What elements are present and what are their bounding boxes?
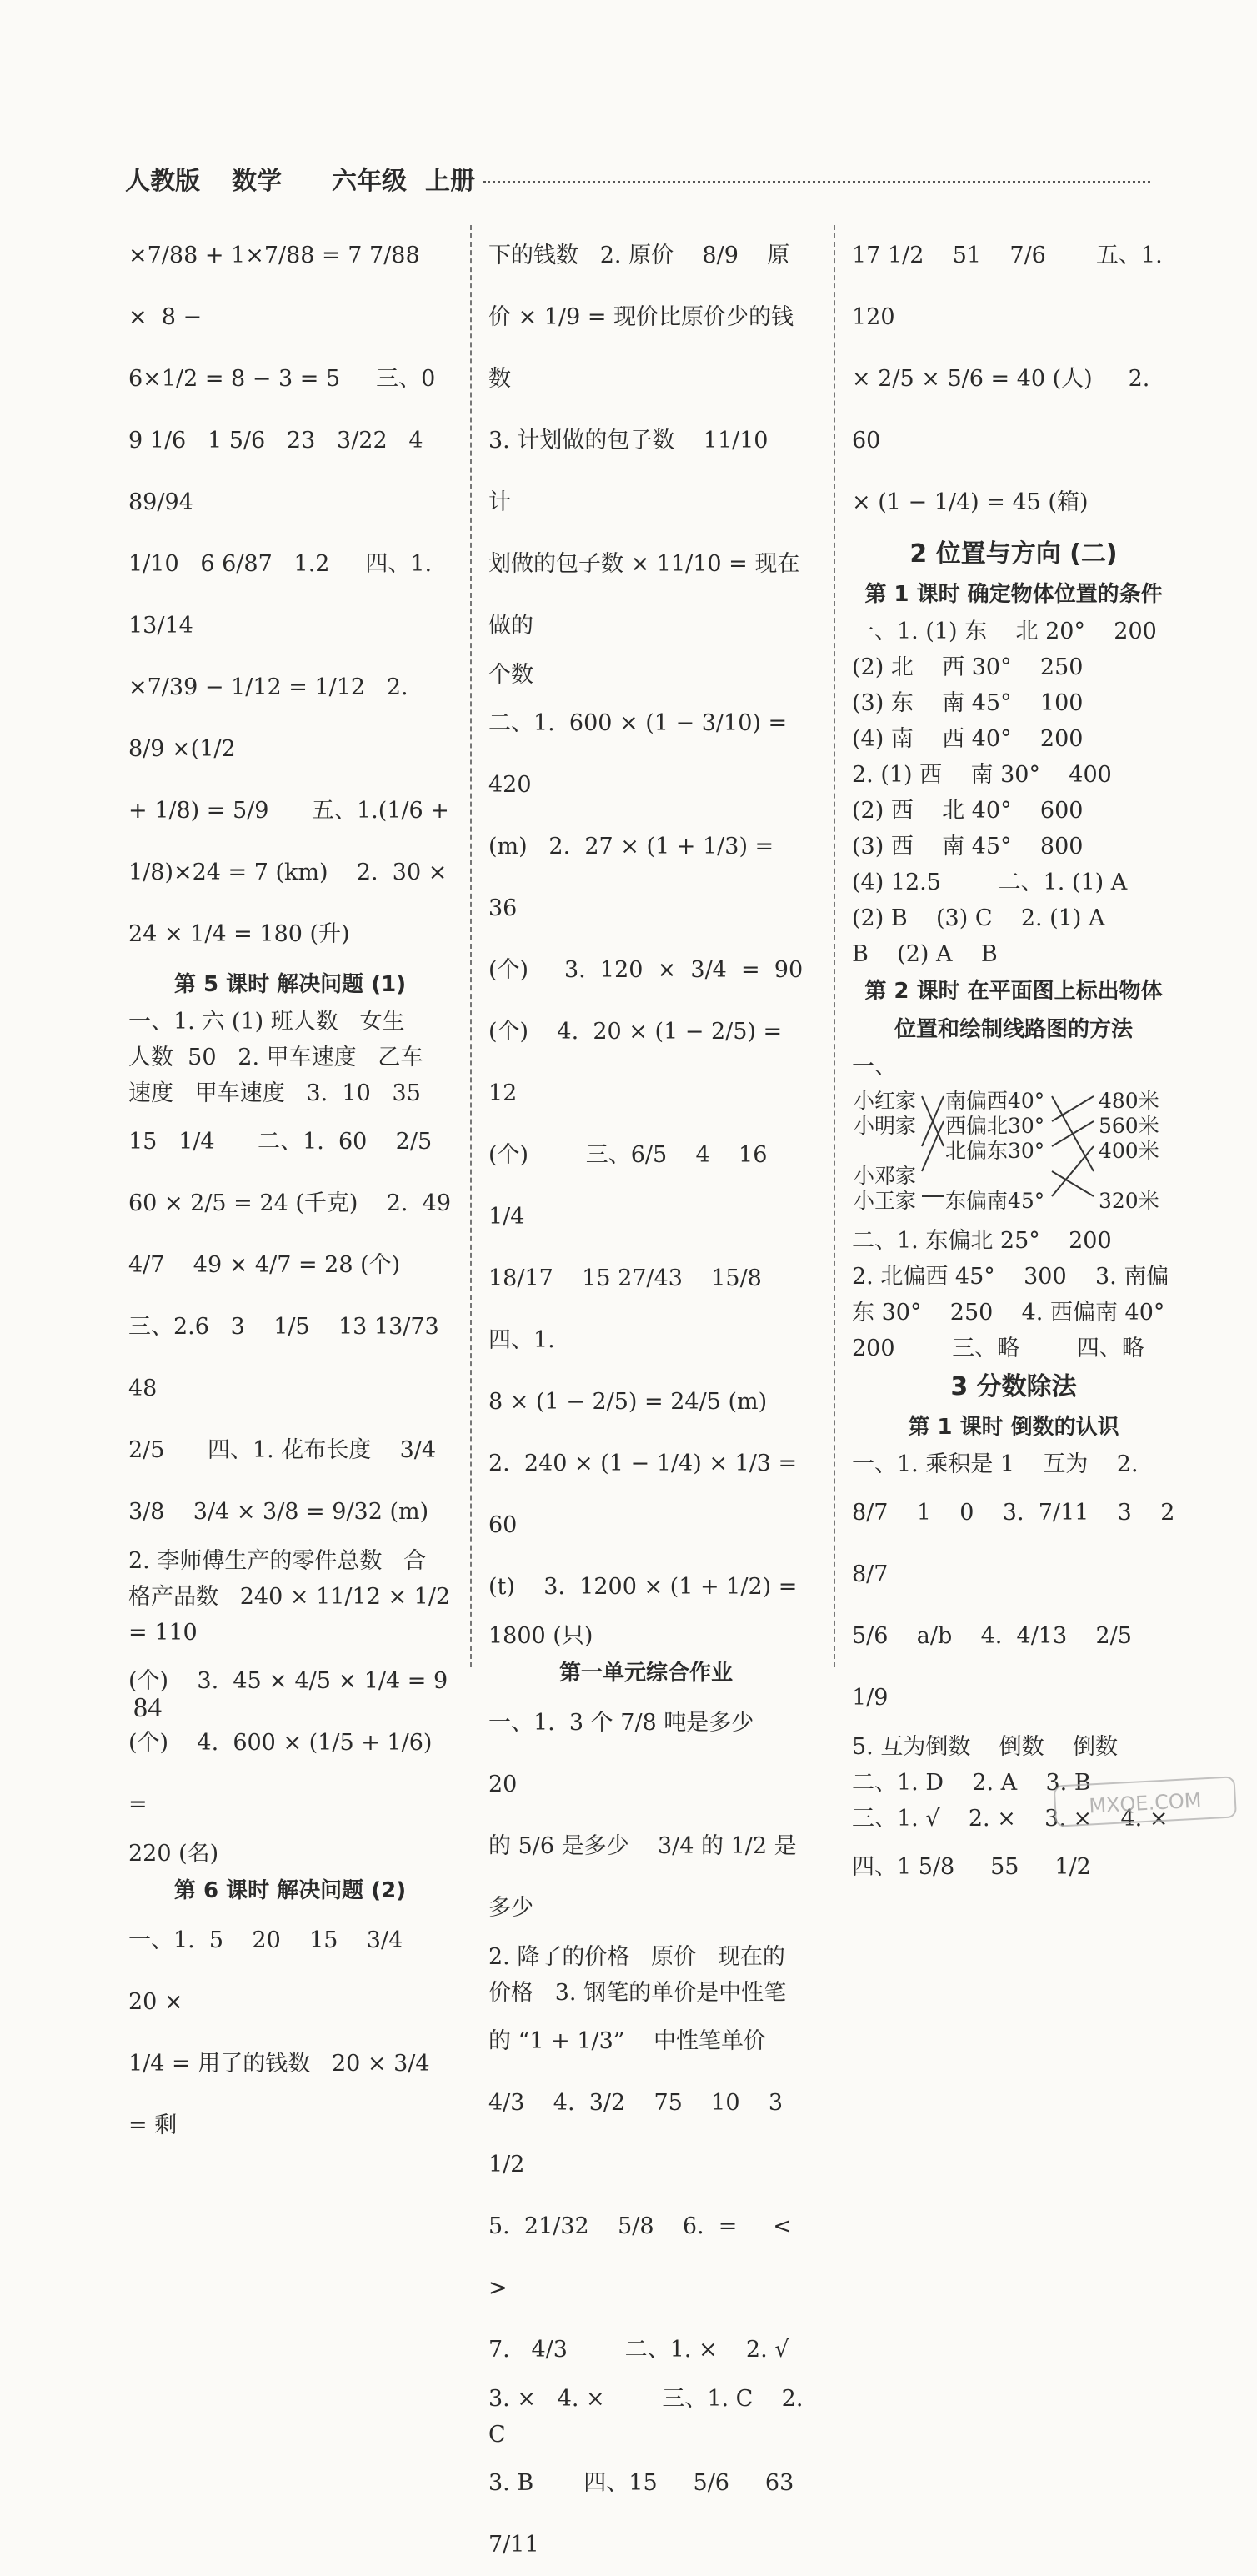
answer-line: (个) 4. 20 × (1 − 2/5) = 12 bbox=[488, 1019, 789, 1106]
answer-line: (2) 西 北 40° 600 bbox=[852, 798, 1084, 824]
answer-line: B (2) A B bbox=[852, 941, 998, 967]
answer-line: × (1 − 1/4) = 45 (箱) bbox=[852, 489, 1089, 515]
answer-line: 24 × 1/4 = 180 (升) bbox=[128, 921, 350, 947]
answer-line: (个) 3. 45 × 4/5 × 1/4 = 9 bbox=[128, 1668, 448, 1694]
name-label: 小红家 bbox=[854, 1089, 917, 1113]
answer-line: 3. × 4. × 三、1. C 2. C bbox=[488, 2386, 811, 2448]
distance-label: 400米 bbox=[1099, 1139, 1159, 1163]
answer-line: 价格 3. 钢笔的单价是中性笔 bbox=[488, 1980, 787, 2006]
grade: 六年级 bbox=[332, 167, 407, 196]
answer-line: 2. 李师傅生产的零件总数 合 bbox=[128, 1548, 427, 1574]
answer-line: 200 三、略 四、略 bbox=[852, 1336, 1144, 1361]
watermark-stamp-icon bbox=[1052, 1772, 1238, 1831]
answer-line: (个) 三、6/5 4 16 1/4 bbox=[488, 1142, 774, 1230]
direction-label: 东偏南45° bbox=[945, 1189, 1045, 1213]
name-label: 小邓家 bbox=[854, 1164, 917, 1188]
answer-line: ×7/88 + 1×7/88 = 7 7/88 × 8 − bbox=[128, 243, 442, 330]
answer-line: 60 × 2/5 = 24 (千克) 2. 49 bbox=[128, 1190, 452, 1216]
publisher: 人教版 bbox=[125, 167, 200, 196]
lesson-title: 位置和绘制线路图的方法 bbox=[894, 1017, 1133, 1042]
answer-line: 一、1. 六 (1) 班人数 女生 bbox=[128, 1009, 405, 1035]
answer-line: 15 1/4 二、1. 60 2/5 bbox=[128, 1129, 433, 1155]
name-label: 小王家 bbox=[854, 1189, 917, 1213]
answer-line: 速度 甲车速度 3. 10 35 bbox=[128, 1080, 421, 1106]
answer-line: 5/6 a/b 4. 4/13 2/5 1/9 bbox=[852, 1623, 1161, 1711]
lesson-title: 第 1 课时 倒数的认识 bbox=[908, 1415, 1119, 1440]
unit-title: 3 分数除法 bbox=[950, 1372, 1077, 1401]
answer-line: 5. 互为倒数 倒数 倒数 bbox=[852, 1734, 1119, 1760]
distance-label: 480米 bbox=[1099, 1089, 1159, 1113]
answer-line: 格产品数 240 × 11/12 × 1/2 = 110 bbox=[128, 1584, 458, 1646]
answer-line: ×7/39 − 1/12 = 1/12 2. 8/9 ×(1/2 bbox=[128, 674, 423, 762]
answer-line: + 1/8) = 5/9 五、1.(1/6 + bbox=[128, 798, 449, 824]
answer-line: 2. 北偏西 45° 300 3. 南偏 bbox=[852, 1264, 1169, 1290]
answer-line: 一、1. 5 20 15 3/4 20 × bbox=[128, 1927, 432, 2015]
answer-line: 4/7 49 × 4/7 = 28 (个) bbox=[128, 1252, 401, 1278]
answer-line: 6×1/2 = 8 − 3 = 5 三、0 bbox=[128, 366, 436, 392]
page-number: 84 bbox=[133, 1692, 162, 1723]
distance-label: 560米 bbox=[1099, 1114, 1159, 1138]
answer-line: 1/8)×24 = 7 (km) 2. 30 × bbox=[128, 860, 448, 885]
answer-line: 8 × (1 − 2/5) = 24/5 (m) bbox=[488, 1389, 768, 1415]
answer-line: 东 30° 250 4. 西偏南 40° bbox=[852, 1300, 1165, 1326]
answer-line: 二、1. 600 × (1 − 3/10) = 420 bbox=[488, 710, 794, 798]
direction-label: 南偏西40° bbox=[945, 1089, 1045, 1113]
direction-matching-diagram bbox=[852, 1085, 1185, 1223]
name-label: 小明家 bbox=[854, 1114, 917, 1138]
lesson-title: 第 1 课时 确定物体位置的条件 bbox=[864, 582, 1163, 607]
lesson-title: 第 2 课时 在平面图上标出物体 bbox=[864, 979, 1163, 1004]
answer-line: (个) 3. 120 × 3/4 = 90 bbox=[488, 957, 804, 983]
answer-line: (2) 北 西 30° 250 bbox=[852, 654, 1084, 680]
answer-line: 2. 240 × (1 − 1/4) × 1/3 = 60 bbox=[488, 1451, 804, 1538]
page-header bbox=[125, 158, 1150, 198]
direction-label: 北偏东30° bbox=[945, 1139, 1045, 1163]
answer-line: 二、1. D 2. A 3. B bbox=[852, 1770, 1091, 1796]
answer-line: 1/4 = 用了的钱数 20 × 3/4 = 剩 bbox=[128, 2051, 438, 2138]
unit-title: 2 位置与方向 (二) bbox=[909, 539, 1118, 569]
answer-line: (个) 4. 600 × (1/5 + 1/6) = bbox=[128, 1730, 440, 1817]
answer-line: 个数 bbox=[488, 662, 533, 688]
lesson-title: 第一单元综合作业 bbox=[558, 1661, 733, 1686]
answer-line: 划做的包子数 × 11/10 = 现在做的 bbox=[488, 551, 800, 639]
column-3-middle bbox=[852, 534, 1175, 1085]
answer-line: 2. (1) 西 南 30° 400 bbox=[852, 762, 1112, 788]
subject: 数学 bbox=[232, 167, 282, 196]
answer-line: 18/17 15 27/43 15/8 四、1. bbox=[488, 1265, 819, 1353]
answer-line: 一、1. 乘积是 1 互为 2. bbox=[852, 1451, 1139, 1477]
answer-line: 3. B 四、15 5/6 63 7/11 bbox=[488, 2470, 801, 2558]
answer-line: 的 5/6 是多少 3/4 的 1/2 是多少 bbox=[488, 1833, 797, 1921]
answer-line: 7. 4/3 二、1. × 2. √ bbox=[488, 2337, 789, 2363]
answer-line: (3) 东 南 45° 100 bbox=[852, 690, 1084, 716]
answer-line: 8/7 1 0 3. 7/11 3 2 8/7 bbox=[852, 1500, 1204, 1587]
answer-line: 17 1/2 51 7/6 五、1. 120 bbox=[852, 243, 1177, 330]
answer-line: 1800 (只) bbox=[488, 1623, 593, 1649]
answer-line: 1/10 6 6/87 1.2 四、1. 13/14 bbox=[128, 551, 439, 639]
answer-line: 人数 50 2. 甲车速度 乙车 bbox=[128, 1045, 423, 1070]
answer-line: (3) 西 南 45° 800 bbox=[852, 834, 1084, 860]
answer-line: (4) 12.5 二、1. (1) A bbox=[852, 870, 1128, 895]
answer-line: (m) 2. 27 × (1 + 1/3) = 36 bbox=[488, 834, 781, 921]
lesson-title: 第 5 课时 解决问题 (1) bbox=[173, 972, 407, 997]
answer-line: 3. 计划做的包子数 11/10 计 bbox=[488, 428, 797, 515]
answer-line: (t) 3. 1200 × (1 + 1/2) = bbox=[488, 1574, 798, 1600]
answer-line: 5. 21/32 5/8 6. = < > bbox=[488, 2213, 828, 2301]
answer-line: 下的钱数 2. 原价 8/9 原 bbox=[488, 243, 790, 268]
answer-line: 的 “1 + 1/3” 中性笔单价 bbox=[488, 2028, 766, 2054]
column-3-top bbox=[852, 225, 1175, 534]
answer-line: 一、 bbox=[852, 1054, 897, 1080]
answer-line: 三、2.6 3 1/5 13 13/73 48 bbox=[128, 1314, 468, 1401]
distance-label: 320米 bbox=[1099, 1189, 1159, 1213]
answer-line: (2) B (3) C 2. (1) A bbox=[852, 905, 1105, 931]
answer-line: 二、1. 东偏北 25° 200 bbox=[852, 1228, 1112, 1254]
answer-line: 220 (名) bbox=[128, 1841, 219, 1867]
column-divider bbox=[834, 225, 835, 1667]
header-dotted-rule bbox=[483, 181, 1150, 183]
answer-line: 2/5 四、1. 花布长度 3/4 bbox=[128, 1437, 437, 1463]
lesson-title: 第 6 课时 解决问题 (2) bbox=[173, 1878, 407, 1903]
answer-line: × 2/5 × 5/6 = 40 (人) 2. 60 bbox=[852, 366, 1164, 454]
volume: 上册 bbox=[425, 167, 475, 196]
answer-line: 3/8 3/4 × 3/8 = 9/32 (m) bbox=[128, 1499, 429, 1525]
answer-line: 价 × 1/9 = 现价比原价少的钱数 bbox=[488, 304, 794, 392]
direction-label: 西偏北30° bbox=[945, 1114, 1045, 1138]
svg-text:MXQE.COM: MXQE.COM bbox=[1088, 1788, 1203, 1818]
answer-line: 2. 降了的价格 原价 现在的 bbox=[488, 1944, 785, 1970]
answer-line: 一、1. 3 个 7/8 吨是多少 20 bbox=[488, 1710, 783, 1797]
answer-line: 9 1/6 1 5/6 23 3/22 4 89/94 bbox=[128, 428, 431, 515]
answer-line: 三、1. √ 2. × 3. × 4. × bbox=[852, 1806, 1169, 1832]
answer-column-2 bbox=[483, 225, 828, 2558]
column-divider bbox=[470, 225, 472, 1667]
answer-line: 四、1 5/8 55 1/2 bbox=[852, 1854, 1091, 1880]
answer-line: 一、1. (1) 东 北 20° 200 bbox=[852, 619, 1157, 644]
answer-line: (4) 南 西 40° 200 bbox=[852, 726, 1084, 752]
answer-line: 4/3 4. 3/2 75 10 3 1/2 bbox=[488, 2090, 790, 2178]
watermark-logo bbox=[1052, 1772, 1238, 1837]
